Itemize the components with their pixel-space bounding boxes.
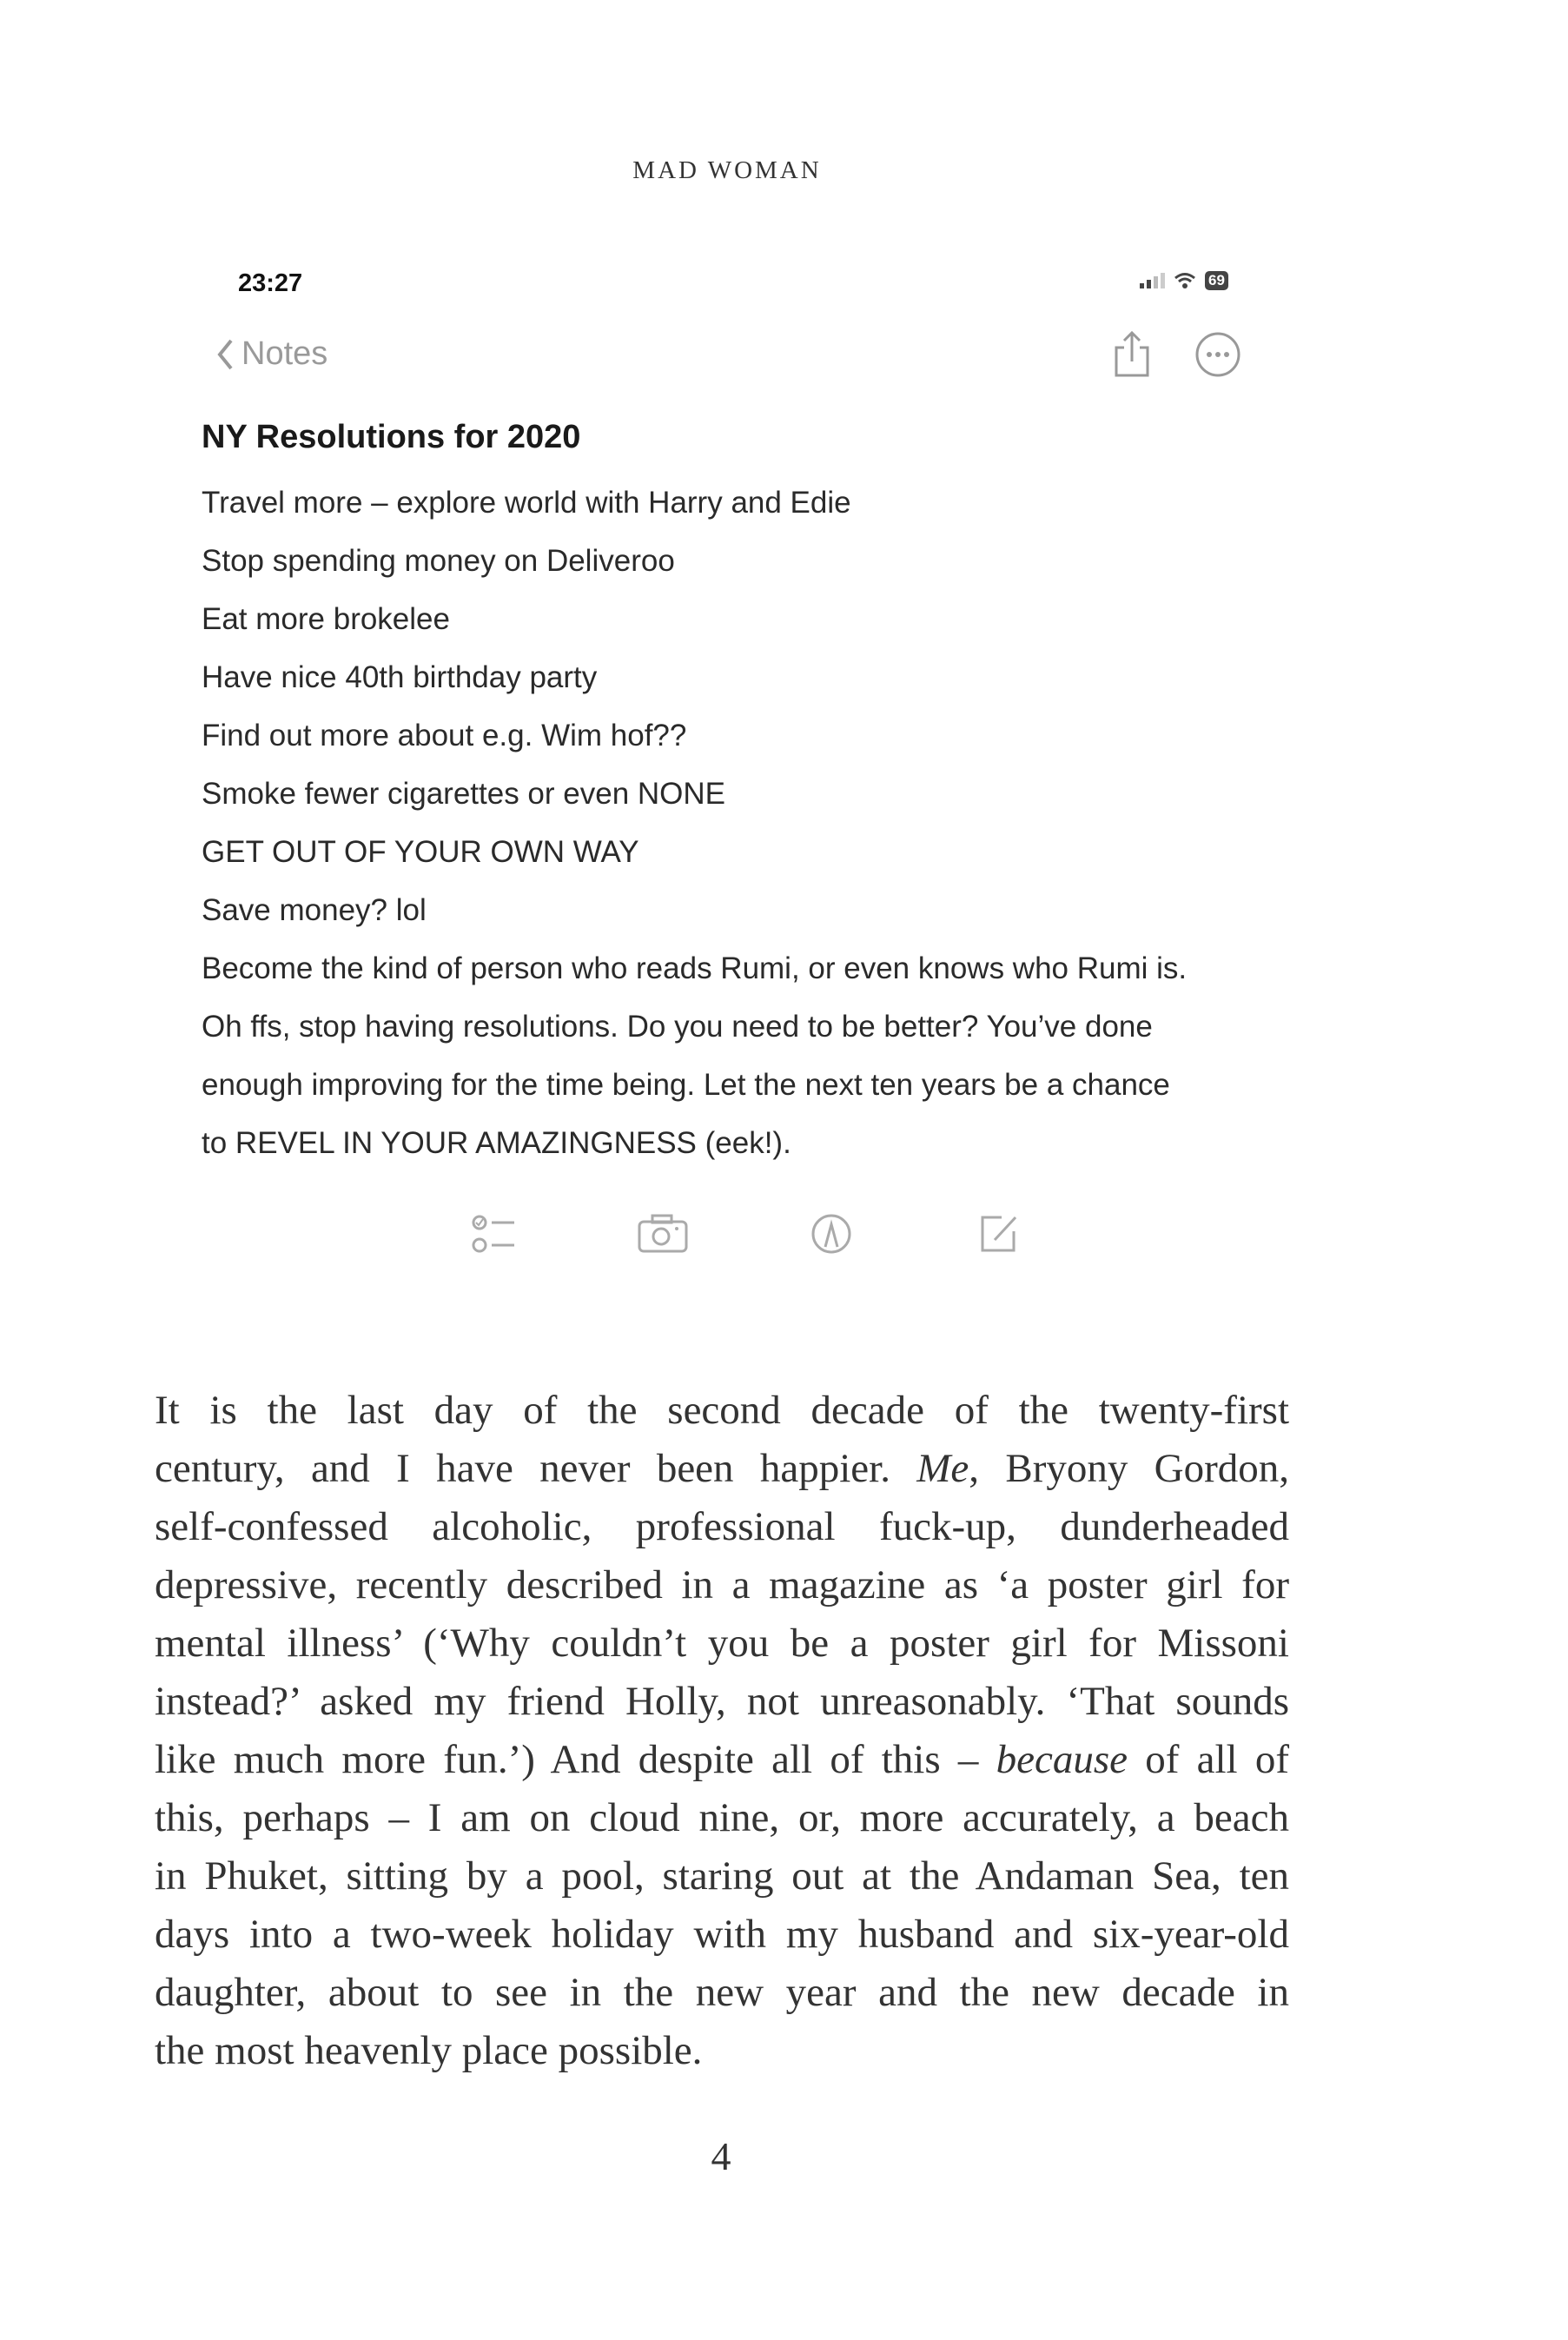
- markup-button[interactable]: [805, 1208, 857, 1260]
- note-line: GET OUT OF YOUR OWN WAY: [202, 835, 639, 869]
- status-icons: [1140, 271, 1228, 290]
- running-head: MAD WOMAN: [632, 156, 822, 184]
- compose-icon: [977, 1212, 1021, 1256]
- wifi-icon: [1174, 272, 1196, 289]
- text-segment: self-confessed alcoholic, professional fuck-up, dunderheaded: [155, 1504, 1289, 1549]
- note-line: Oh ffs, stop having resolutions. Do you need to be better? You’ve done: [202, 1010, 1153, 1044]
- page-number: 4: [711, 2134, 731, 2178]
- camera-button[interactable]: [637, 1208, 689, 1260]
- body-line: [155, 1498, 1289, 1556]
- checklist-icon: [471, 1212, 519, 1256]
- text-segment: depressive, recently described in a magazine as ‘a poster girl for: [155, 1562, 1289, 1608]
- note-line: enough improving for the time being. Let the next ten years be a chance: [202, 1068, 1170, 1102]
- signal-icon: [1140, 273, 1165, 288]
- note-body: [202, 474, 1187, 1172]
- note-line: Travel more – explore world with Harry and Edie: [202, 486, 851, 520]
- body-line: [155, 1906, 1289, 1964]
- note-line: Eat more brokelee: [202, 602, 450, 636]
- note-line: Find out more about e.g. Wim hof??: [202, 719, 687, 752]
- text-segment: It is the last day of the second decade of the twenty-first: [155, 1388, 1289, 1433]
- text-segment: days into a two-week holiday with my husband and six-year-old: [155, 1912, 1289, 1957]
- text-segment: , Bryony Gordon,: [969, 1446, 1290, 1491]
- note-line: Save money? lol: [202, 893, 427, 927]
- chevron-left-icon: [215, 337, 235, 372]
- camera-icon: [637, 1213, 689, 1255]
- body-line: [155, 1556, 1289, 1614]
- body-line: [155, 1673, 1289, 1731]
- markup-icon: [810, 1212, 853, 1256]
- battery-level: 69: [1205, 271, 1228, 290]
- share-icon[interactable]: [1112, 330, 1152, 379]
- back-button[interactable]: [215, 335, 327, 373]
- text-segment: the most heavenly place possible.: [155, 2028, 703, 2073]
- note-line: Stop spending money on Deliveroo: [202, 544, 675, 578]
- body-line: [155, 1847, 1289, 1906]
- notes-toolbar: [469, 1208, 1025, 1260]
- text-segment: of all of: [1128, 1737, 1290, 1782]
- text-segment: like much more fun.’) And despite all of this –: [155, 1737, 996, 1782]
- body-line: [155, 1731, 1289, 1789]
- emphasis-text: Me: [916, 1446, 969, 1491]
- note-line: Have nice 40th birthday party: [202, 660, 598, 694]
- body-line: [155, 2022, 1289, 2080]
- body-line: [155, 1789, 1289, 1847]
- text-segment: century, and I have never been happier.: [155, 1446, 917, 1491]
- body-line: [155, 1614, 1289, 1673]
- back-label: Notes: [241, 335, 328, 372]
- text-segment: daughter, about to see in the new year and the new decade in: [155, 1970, 1289, 2015]
- note-line: Smoke fewer cigarettes or even NONE: [202, 777, 726, 811]
- note-line: Become the kind of person who reads Rumi, or even knows who Rumi is.: [202, 951, 1188, 985]
- text-segment: this, perhaps – I am on cloud nine, or, more accurately, a beach: [155, 1795, 1289, 1840]
- body-line: [155, 1382, 1289, 1440]
- more-options-icon[interactable]: [1194, 330, 1242, 379]
- checklist-button[interactable]: [469, 1208, 521, 1260]
- status-time: 23:27: [238, 269, 303, 297]
- body-line: [155, 1440, 1289, 1498]
- text-segment: in Phuket, sitting by a pool, staring out at the Andaman Sea, ten: [155, 1853, 1289, 1899]
- note-line: to REVEL IN YOUR AMAZINGNESS (eek!).: [202, 1126, 791, 1160]
- emphasis-text: because: [996, 1737, 1128, 1782]
- text-segment: instead?’ asked my friend Holly, not unreasonably. ‘That sounds: [155, 1679, 1289, 1724]
- body-line: [155, 1964, 1289, 2022]
- note-title: NY Resolutions for 2020: [202, 419, 581, 455]
- compose-button[interactable]: [973, 1208, 1025, 1260]
- body-paragraph: [155, 1382, 1289, 2080]
- text-segment: mental illness’ (‘Why couldn’t you be a poster girl for Missoni: [155, 1621, 1289, 1666]
